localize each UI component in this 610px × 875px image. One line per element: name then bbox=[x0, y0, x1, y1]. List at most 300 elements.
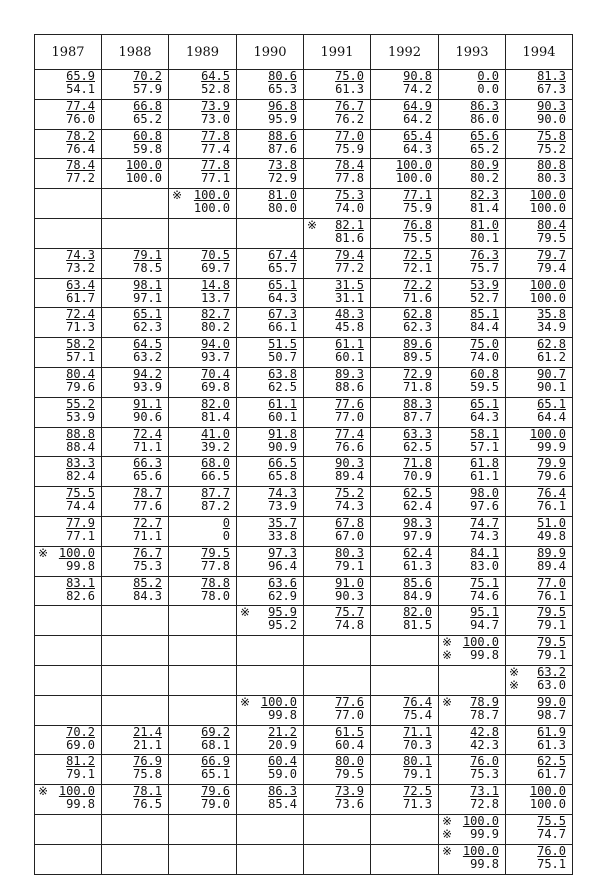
value-lower: 0 bbox=[222, 528, 230, 543]
note-mark: ※ bbox=[38, 784, 49, 799]
table-cell bbox=[439, 338, 506, 368]
value-lower: 62.5 bbox=[268, 379, 297, 394]
table-cell bbox=[304, 129, 371, 159]
table-cell bbox=[237, 397, 304, 427]
value-upper: 76.8 bbox=[403, 217, 432, 232]
table-cell bbox=[304, 785, 371, 815]
table-cell bbox=[237, 70, 304, 100]
table-cell bbox=[169, 129, 237, 159]
value-lower: 82.6 bbox=[66, 588, 95, 603]
table-cell bbox=[35, 70, 102, 100]
value-lower: 100.0 bbox=[529, 797, 566, 812]
value-lower: 65.2 bbox=[133, 111, 162, 126]
value-lower: 86.0 bbox=[470, 111, 499, 126]
value-lower: 79.1 bbox=[537, 648, 566, 663]
table-row bbox=[35, 427, 573, 457]
value-upper: 58.1 bbox=[470, 426, 499, 441]
value-upper: 65.6 bbox=[470, 128, 499, 143]
value-lower: 61.3 bbox=[403, 558, 432, 573]
value-upper: 83.1 bbox=[66, 575, 95, 590]
value-upper: 80.3 bbox=[335, 545, 364, 560]
value-lower: 77.0 bbox=[335, 707, 364, 722]
value-lower: 75.9 bbox=[335, 141, 364, 156]
value-upper: 77.6 bbox=[335, 396, 364, 411]
value-lower: 74.3 bbox=[470, 528, 499, 543]
value-lower: 74.4 bbox=[66, 499, 95, 514]
value-lower: 62.3 bbox=[133, 320, 162, 335]
value-lower: 49.8 bbox=[537, 528, 566, 543]
value-upper: 80.0 bbox=[335, 754, 364, 769]
table-row bbox=[35, 725, 573, 755]
table-cell bbox=[506, 606, 573, 636]
table-cell bbox=[304, 427, 371, 457]
table-row bbox=[35, 159, 573, 189]
value-upper: 78.8 bbox=[201, 575, 230, 590]
value-upper: 87.7 bbox=[201, 486, 230, 501]
value-lower: 79.1 bbox=[403, 767, 432, 782]
value-lower: 33.8 bbox=[268, 528, 297, 543]
table-cell bbox=[304, 814, 371, 844]
year-header: 1992 bbox=[371, 35, 439, 70]
table-cell bbox=[35, 308, 102, 338]
value-upper: 65.1 bbox=[268, 277, 297, 292]
table-cell bbox=[35, 785, 102, 815]
value-lower: 94.7 bbox=[470, 618, 499, 633]
value-upper: 55.2 bbox=[66, 396, 95, 411]
table-row bbox=[35, 308, 573, 338]
table-cell bbox=[506, 338, 573, 368]
value-upper: 82.0 bbox=[201, 396, 230, 411]
table-cell bbox=[304, 546, 371, 576]
value-upper: 77.0 bbox=[537, 575, 566, 590]
value-upper: 77.9 bbox=[66, 515, 95, 530]
table-cell bbox=[35, 814, 102, 844]
table-cell bbox=[304, 159, 371, 189]
value-upper: 74.7 bbox=[470, 515, 499, 530]
value-upper: 72.2 bbox=[403, 277, 432, 292]
table-cell bbox=[237, 516, 304, 546]
value-upper: 63.4 bbox=[66, 277, 95, 292]
table-row bbox=[35, 665, 573, 695]
value-lower: 62.4 bbox=[403, 499, 432, 514]
value-upper: 83.3 bbox=[66, 456, 95, 471]
table-cell bbox=[35, 397, 102, 427]
table-row bbox=[35, 457, 573, 487]
value-upper: 61.1 bbox=[268, 396, 297, 411]
value-upper: 100.0 bbox=[193, 188, 230, 203]
table-row bbox=[35, 248, 573, 278]
table-cell bbox=[304, 844, 371, 874]
table-cell bbox=[304, 248, 371, 278]
table-cell bbox=[169, 636, 237, 666]
note-mark: ※ bbox=[509, 664, 520, 679]
table-cell bbox=[102, 129, 169, 159]
table-cell bbox=[439, 159, 506, 189]
table-cell bbox=[169, 755, 237, 785]
table-cell bbox=[371, 665, 439, 695]
value-lower: 72.8 bbox=[470, 797, 499, 812]
table-cell bbox=[35, 427, 102, 457]
value-upper: 61.1 bbox=[335, 337, 364, 352]
value-upper: 100.0 bbox=[529, 426, 566, 441]
value-lower: 65.6 bbox=[133, 469, 162, 484]
table-cell bbox=[237, 695, 304, 725]
table-cell bbox=[237, 159, 304, 189]
value-upper: 66.9 bbox=[201, 754, 230, 769]
value-upper: 60.8 bbox=[133, 128, 162, 143]
table-cell bbox=[169, 159, 237, 189]
value-upper: 77.4 bbox=[66, 98, 95, 113]
table-cell bbox=[102, 397, 169, 427]
table-cell bbox=[439, 397, 506, 427]
table-cell bbox=[35, 487, 102, 517]
value-upper: 69.2 bbox=[201, 724, 230, 739]
value-upper: 73.9 bbox=[335, 784, 364, 799]
table-cell bbox=[237, 785, 304, 815]
value-lower: 64.4 bbox=[537, 409, 566, 424]
table-cell bbox=[439, 218, 506, 248]
value-upper: 98.1 bbox=[133, 277, 162, 292]
value-upper: 77.4 bbox=[335, 426, 364, 441]
value-lower: 82.4 bbox=[66, 469, 95, 484]
value-upper: 100.0 bbox=[529, 277, 566, 292]
table-cell bbox=[439, 844, 506, 874]
table-cell bbox=[439, 665, 506, 695]
value-lower: 98.7 bbox=[537, 707, 566, 722]
value-upper: 81.3 bbox=[537, 69, 566, 83]
value-upper: 35.7 bbox=[268, 515, 297, 530]
value-upper: 64.9 bbox=[403, 98, 432, 113]
table-cell bbox=[304, 70, 371, 100]
table-cell bbox=[506, 546, 573, 576]
value-lower: 78.7 bbox=[470, 707, 499, 722]
table-cell bbox=[237, 457, 304, 487]
note-mark: ※ bbox=[240, 605, 251, 620]
value-lower: 77.6 bbox=[133, 499, 162, 514]
table-cell bbox=[439, 576, 506, 606]
year-header: 1988 bbox=[102, 35, 169, 70]
value-upper: 72.7 bbox=[133, 515, 162, 530]
value-lower: 88.4 bbox=[66, 439, 95, 454]
table-cell bbox=[102, 665, 169, 695]
year-header-row bbox=[35, 35, 573, 70]
value-lower: 89.5 bbox=[403, 350, 432, 365]
value-lower: 80.2 bbox=[470, 171, 499, 186]
table-cell bbox=[35, 665, 102, 695]
value-lower: 73.2 bbox=[66, 260, 95, 275]
value-lower: 75.8 bbox=[133, 767, 162, 782]
value-upper: 82.7 bbox=[201, 307, 230, 322]
value-upper: 0 bbox=[222, 515, 230, 530]
table-cell bbox=[169, 248, 237, 278]
value-lower: 66.5 bbox=[201, 469, 230, 484]
table-cell bbox=[102, 516, 169, 546]
value-upper: 85.6 bbox=[403, 575, 432, 590]
table-cell bbox=[237, 129, 304, 159]
value-lower: 89.4 bbox=[537, 558, 566, 573]
table-cell bbox=[439, 70, 506, 100]
value-lower: 90.0 bbox=[537, 111, 566, 126]
value-lower: 99.8 bbox=[66, 797, 95, 812]
value-upper: 65.1 bbox=[537, 396, 566, 411]
table-cell bbox=[371, 516, 439, 546]
table-cell bbox=[102, 427, 169, 457]
value-upper: 100.0 bbox=[529, 784, 566, 799]
table-cell bbox=[237, 546, 304, 576]
table-cell bbox=[169, 785, 237, 815]
value-upper: 63.6 bbox=[268, 575, 297, 590]
table-cell bbox=[237, 338, 304, 368]
table-cell bbox=[371, 576, 439, 606]
table-cell bbox=[439, 814, 506, 844]
value-lower: 65.2 bbox=[470, 141, 499, 156]
table-cell bbox=[371, 457, 439, 487]
table-cell bbox=[169, 308, 237, 338]
value-lower: 65.8 bbox=[268, 469, 297, 484]
value-lower: 97.6 bbox=[470, 499, 499, 514]
table-cell bbox=[506, 397, 573, 427]
value-lower: 79.0 bbox=[201, 797, 230, 812]
value-upper: 76.0 bbox=[470, 754, 499, 769]
value-lower: 85.4 bbox=[268, 797, 297, 812]
value-upper: 63.2 bbox=[537, 664, 566, 679]
table-cell bbox=[169, 606, 237, 636]
value-upper: 67.8 bbox=[335, 515, 364, 530]
table-cell bbox=[506, 725, 573, 755]
value-lower: 61.3 bbox=[335, 82, 364, 96]
value-upper: 77.1 bbox=[403, 188, 432, 203]
value-lower: 77.4 bbox=[201, 141, 230, 156]
value-lower: 75.3 bbox=[133, 558, 162, 573]
note-mark: ※ bbox=[442, 635, 453, 650]
value-lower: 77.2 bbox=[66, 171, 95, 186]
table-row bbox=[35, 755, 573, 785]
table-cell bbox=[169, 576, 237, 606]
value-lower: 81.5 bbox=[403, 618, 432, 633]
table-body bbox=[35, 70, 573, 875]
table-cell bbox=[506, 248, 573, 278]
value-lower: 81.4 bbox=[201, 409, 230, 424]
table-row bbox=[35, 189, 573, 219]
value-lower: 99.9 bbox=[470, 826, 499, 841]
value-lower: 71.6 bbox=[403, 290, 432, 305]
value-upper: 79.1 bbox=[133, 247, 162, 262]
table-cell bbox=[304, 695, 371, 725]
value-lower: 79.1 bbox=[537, 618, 566, 633]
table-row bbox=[35, 487, 573, 517]
value-lower: 76.1 bbox=[537, 588, 566, 603]
value-upper: 76.9 bbox=[133, 754, 162, 769]
table-row bbox=[35, 576, 573, 606]
table-cell bbox=[371, 636, 439, 666]
note-mark: ※ bbox=[442, 826, 453, 841]
value-upper: 78.4 bbox=[335, 158, 364, 173]
table-cell bbox=[371, 695, 439, 725]
note-mark: ※ bbox=[240, 694, 251, 709]
value-lower: 77.1 bbox=[66, 528, 95, 543]
table-cell bbox=[169, 397, 237, 427]
value-lower: 84.4 bbox=[470, 320, 499, 335]
value-upper: 68.0 bbox=[201, 456, 230, 471]
table-cell bbox=[439, 755, 506, 785]
value-lower: 99.8 bbox=[268, 707, 297, 722]
value-lower: 75.9 bbox=[403, 201, 432, 216]
value-upper: 41.0 bbox=[201, 426, 230, 441]
value-lower: 100.0 bbox=[529, 201, 566, 216]
table-cell bbox=[102, 546, 169, 576]
value-upper: 72.5 bbox=[403, 247, 432, 262]
value-upper: 100.0 bbox=[125, 158, 162, 173]
table-cell bbox=[237, 218, 304, 248]
table-cell bbox=[35, 248, 102, 278]
table-cell bbox=[237, 636, 304, 666]
value-upper: 99.0 bbox=[537, 694, 566, 709]
value-lower: 74.6 bbox=[470, 588, 499, 603]
table-cell bbox=[439, 308, 506, 338]
table-cell bbox=[371, 129, 439, 159]
table-cell bbox=[506, 457, 573, 487]
value-lower: 78.5 bbox=[133, 260, 162, 275]
value-upper: 60.8 bbox=[470, 366, 499, 381]
value-lower: 88.6 bbox=[335, 379, 364, 394]
value-upper: 78.7 bbox=[133, 486, 162, 501]
table-cell bbox=[371, 755, 439, 785]
value-lower: 74.0 bbox=[335, 201, 364, 216]
value-lower: 60.1 bbox=[268, 409, 297, 424]
value-lower: 69.7 bbox=[201, 260, 230, 275]
value-upper: 76.0 bbox=[537, 843, 566, 858]
table-cell bbox=[439, 695, 506, 725]
value-upper: 72.5 bbox=[403, 784, 432, 799]
table-cell bbox=[506, 99, 573, 129]
value-upper: 81.0 bbox=[268, 188, 297, 203]
value-upper: 60.4 bbox=[268, 754, 297, 769]
table-cell bbox=[371, 397, 439, 427]
table-cell bbox=[506, 367, 573, 397]
note-mark: ※ bbox=[442, 648, 453, 663]
value-lower: 65.1 bbox=[201, 767, 230, 782]
value-lower: 90.6 bbox=[133, 409, 162, 424]
value-upper: 91.1 bbox=[133, 396, 162, 411]
value-lower: 76.6 bbox=[335, 439, 364, 454]
table-cell bbox=[506, 308, 573, 338]
table-cell bbox=[304, 99, 371, 129]
value-upper: 100.0 bbox=[260, 694, 297, 709]
value-lower: 76.0 bbox=[66, 111, 95, 126]
table-cell bbox=[35, 755, 102, 785]
table-cell bbox=[169, 546, 237, 576]
note-mark: ※ bbox=[307, 217, 318, 232]
table-cell bbox=[439, 636, 506, 666]
value-upper: 77.8 bbox=[201, 128, 230, 143]
value-upper: 62.4 bbox=[403, 545, 432, 560]
value-lower: 99.8 bbox=[470, 856, 499, 871]
value-lower: 74.3 bbox=[335, 499, 364, 514]
value-lower: 34.9 bbox=[537, 320, 566, 335]
value-lower: 79.6 bbox=[537, 469, 566, 484]
value-lower: 72.9 bbox=[268, 171, 297, 186]
table-cell bbox=[102, 218, 169, 248]
table-cell bbox=[371, 338, 439, 368]
statistics-table bbox=[34, 34, 573, 875]
table-cell bbox=[169, 427, 237, 457]
table-cell bbox=[371, 606, 439, 636]
value-lower: 70.3 bbox=[403, 737, 432, 752]
table-cell bbox=[506, 755, 573, 785]
value-upper: 100.0 bbox=[395, 158, 432, 173]
table-cell bbox=[102, 725, 169, 755]
value-lower: 90.1 bbox=[537, 379, 566, 394]
table-cell bbox=[304, 189, 371, 219]
table-cell bbox=[371, 814, 439, 844]
value-upper: 73.9 bbox=[201, 98, 230, 113]
value-upper: 95.9 bbox=[268, 605, 297, 620]
table-cell bbox=[102, 367, 169, 397]
value-upper: 77.0 bbox=[335, 128, 364, 143]
value-lower: 45.8 bbox=[335, 320, 364, 335]
table-cell bbox=[35, 725, 102, 755]
value-upper: 88.6 bbox=[268, 128, 297, 143]
value-lower: 74.2 bbox=[403, 82, 432, 96]
table-cell bbox=[35, 516, 102, 546]
value-lower: 69.0 bbox=[66, 737, 95, 752]
value-upper: 65.4 bbox=[403, 128, 432, 143]
table-cell bbox=[169, 695, 237, 725]
table-row bbox=[35, 606, 573, 636]
table-cell bbox=[506, 636, 573, 666]
value-upper: 65.1 bbox=[470, 396, 499, 411]
table-cell bbox=[102, 248, 169, 278]
table-cell bbox=[506, 189, 573, 219]
value-upper: 91.8 bbox=[268, 426, 297, 441]
table-cell bbox=[506, 844, 573, 874]
value-upper: 89.9 bbox=[537, 545, 566, 560]
table-cell bbox=[237, 248, 304, 278]
table-cell bbox=[237, 487, 304, 517]
value-upper: 79.5 bbox=[537, 605, 566, 620]
table-row bbox=[35, 516, 573, 546]
value-upper: 76.3 bbox=[470, 247, 499, 262]
value-lower: 90.3 bbox=[335, 588, 364, 603]
value-lower: 93.9 bbox=[133, 379, 162, 394]
value-upper: 61.9 bbox=[537, 724, 566, 739]
value-lower: 73.0 bbox=[201, 111, 230, 126]
value-lower: 21.1 bbox=[133, 737, 162, 752]
value-lower: 73.9 bbox=[268, 499, 297, 514]
table-cell bbox=[35, 457, 102, 487]
table-cell bbox=[304, 665, 371, 695]
table-cell bbox=[35, 338, 102, 368]
value-lower: 84.3 bbox=[133, 588, 162, 603]
value-lower: 83.0 bbox=[470, 558, 499, 573]
table-cell bbox=[169, 218, 237, 248]
value-upper: 70.2 bbox=[66, 724, 95, 739]
value-upper: 62.5 bbox=[537, 754, 566, 769]
value-lower: 67.0 bbox=[335, 528, 364, 543]
value-upper: 100.0 bbox=[462, 843, 499, 858]
value-upper: 76.4 bbox=[537, 486, 566, 501]
table-cell bbox=[102, 844, 169, 874]
table-cell bbox=[304, 397, 371, 427]
value-upper: 88.3 bbox=[403, 396, 432, 411]
table-cell bbox=[169, 844, 237, 874]
value-upper: 65.1 bbox=[133, 307, 162, 322]
table-row bbox=[35, 99, 573, 129]
table-cell bbox=[237, 99, 304, 129]
value-lower: 67.3 bbox=[537, 82, 566, 96]
table-cell bbox=[237, 665, 304, 695]
table-cell bbox=[304, 576, 371, 606]
